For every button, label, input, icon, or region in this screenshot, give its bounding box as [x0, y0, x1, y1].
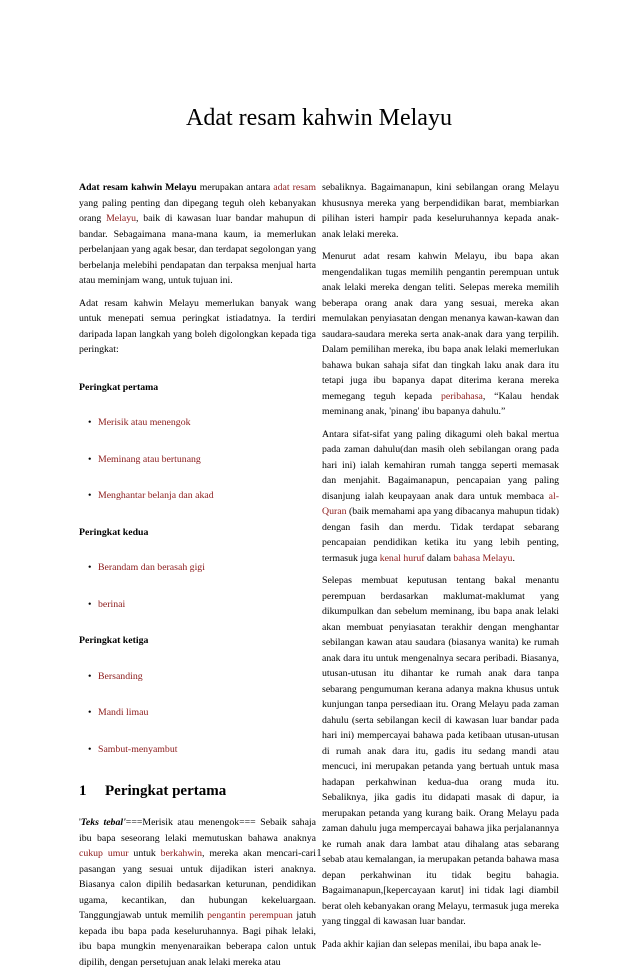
- list-item: [79, 669, 316, 685]
- list-item: [79, 560, 316, 576]
- link-berkahwin[interactable]: berkahwin: [160, 848, 203, 859]
- section-paragraph: [79, 815, 316, 970]
- bullet-icon: •: [88, 743, 92, 755]
- text-run: , “Kalau hendak meminang anak, 'pinang' ibu bapanya dahulu.”: [322, 390, 559, 417]
- stages-paragraph: Adat resam kahwin Melayu memerlukan banyak wang untuk menepati semua peringkat istiadatnya. Ia terdiri daripada lapan langkah yang boleh digolongkan kepada tiga peringkat:: [79, 297, 316, 355]
- bullet-icon: •: [88, 707, 92, 718]
- bullet-icon: •: [88, 417, 92, 428]
- text-run: jatuh kepada ibu bapa pada keseluruhannya. Bagi pihak lelaki, ibu bapa mungkin menyenaraikan beberapa calon untuk dipilih, dengan persetujuan anak lelaki mereka atau: [79, 910, 317, 968]
- paragraph: sebaliknya. Bagaimanapun, kini sebilangan orang Melayu khususnya mereka yang berpendidikan barat, membiarkan pilihan isteri hampir pada keseluruhannya kepada anak-anak lelaki mereka.: [322, 182, 559, 240]
- link-adat-resam[interactable]: adat resam: [273, 182, 316, 193]
- section-heading: [79, 781, 316, 801]
- list-link[interactable]: Mandi limau: [98, 707, 149, 718]
- stage-heading-2: Peringkat kedua: [79, 526, 149, 538]
- paragraph: Pada akhir kajian dan selepas menilai, ibu bapa anak le-: [322, 938, 542, 950]
- bold-italic-text: Teks tebal': [80, 817, 126, 828]
- stage-heading-3: Peringkat ketiga: [79, 635, 149, 646]
- text-run: Menurut adat resam kahwin Melayu, ibu bapa akan mengendalikan tugas memilih pengantin perempuan untuk anak lelaki mereka dengan teliti. Selepas mereka memilih beberapa orang anak dara yang sesuai, mereka akan memulakan penyiasatan dengan menanya kawan-kawan dan saudara-saudara mereka serta anak-anak dara yang terpilih. Dalam pemilihan mereka, ibu bapa anak lelaki memerlukan bahawa bukan sahaja sifat dan tingkah laku anak dara itu tetapi juga ibu bapanya dapat diterima kerana mereka memegang teguh kepada: [322, 251, 559, 402]
- text-run: untuk: [128, 848, 161, 859]
- text-run: , mereka akan mencari-cari pasangan yang sesuai untuk dijadikan isteri anaknya. Biasanya calon dipilih bedasarkan keturunan, pendidikan ugama, kecantikan, dan hubungan kekeluargaan. Tanggungjawab untuk memilih: [79, 848, 317, 921]
- stage-list-2: [79, 560, 316, 612]
- section-title: Peringkat pertama: [105, 783, 227, 799]
- link-al-quran[interactable]: al-Quran: [322, 490, 559, 517]
- link-kenal-huruf[interactable]: kenal huruf: [379, 552, 425, 564]
- bullet-icon: •: [88, 453, 92, 465]
- stage-list-1: [79, 415, 316, 504]
- link-bahasa-melayu[interactable]: bahasa Melayu: [453, 552, 513, 564]
- stage-list-3: [79, 669, 316, 758]
- text-run: ===Merisik atau menengok=== Sebaik sahaja ibu bapa seseorang lelaki memutuskan bahawa anaknya: [79, 817, 316, 844]
- text-run: (baik memahami apa yang dibacanya mahupun tidak) dengan fasih dan merdu. Tidak terdapat sebarang pencapaian pendidikan ketika itu yang lebih penting, termasuk juga: [322, 506, 559, 564]
- list-link[interactable]: Berandam dan berasah gigi: [98, 562, 205, 573]
- bullet-icon: •: [88, 490, 92, 501]
- list-item: [79, 415, 316, 431]
- text-run: ': [79, 817, 81, 828]
- list-item: [79, 742, 316, 758]
- list-item: [79, 452, 316, 468]
- text-run: , baik di kawasan luar bandar mahupun di bandar. Sebagaimana mana-mana kaum, ia memerlukan perbelanjaan yang agak besar, dan terdapat segolongan yang berbelanja melebihi pendapatan dan terpaksa menjual harta atau meminjam wang, untuk tujuan ini.: [79, 213, 316, 286]
- intro-paragraph: [79, 180, 316, 289]
- link-melayu[interactable]: Melayu: [106, 213, 137, 224]
- list-link[interactable]: Bersanding: [98, 670, 143, 682]
- text-run: yang paling penting dan dipegang teguh oleh kebanyakan orang: [79, 197, 316, 224]
- text-run: .: [512, 552, 515, 564]
- list-link[interactable]: Menghantar belanja dan akad: [98, 490, 214, 501]
- list-link[interactable]: Merisik atau menengok: [98, 417, 191, 428]
- list-item: [79, 488, 316, 504]
- link-peribahasa[interactable]: peribahasa: [440, 390, 483, 402]
- text-run: dalam: [424, 552, 454, 564]
- paragraph: Selepas membuat keputusan tentang bakal menantu perempuan berdasarkan maklumat-maklumat yang dikumpulkan dan sebelum meminang, ibu bapa anak lelaki akan membuat penyiasatan terakhir dengan menghantar sebilangan kawan atau saudara (biasanya wanita) ke rumah anak dara itu untuk mengenalnya secara peribadi. Biasanya, utusan-utusan itu dihantar ke rumah anak dara tanpa sebarang pengumuman kerana adanya makna khusus untuk kunjungan tanpa persediaan itu. Orang Melayu pada zaman dahulu (serta sebilangan kecil di kawasan luar bandar pada hari ini) mempercayai bahawa pada ketibaan utusan-utusan di rumah anak dara itu, gadis itu sedang mandi atau mencuci, ini merupakan petanda yang bertuah untuk masa hadapan perkahwinan kedua-dua orang muda itu. Sebaliknya, jika gadis itu didapati masak di dapur, ia merupakan petanda yang kurang baik. Orang Melayu pada zaman dahulu juga mempercayai bahawa jika perjalanannya ke rumah anak dara lambat atau dihalang atas sebarang sebab atau kemalangan, ia merupakan petanda bahawa masa depan perkahwinan itu tidak begitu bahagia. Bagaimanapun,[kepercayaan karut] ini tidak lagi diambil berat oleh kebanyakan orang Melayu, termasuk juga mereka yang tinggal di kawasan luar bandar.: [322, 575, 559, 927]
- bullet-icon: •: [88, 598, 92, 610]
- text-run: merupakan antara: [196, 182, 274, 193]
- paragraph: [322, 249, 559, 420]
- right-column: [322, 180, 559, 959]
- list-item: [79, 705, 316, 721]
- bullet-icon: •: [88, 670, 92, 682]
- list-item: [79, 597, 316, 613]
- page-title: Adat resam kahwin Melayu: [186, 105, 452, 131]
- text-run: Antara sifat-sifat yang paling dikagumi oleh bakal mertua pada zaman dahulu(dan masih oleh sebilangan orang pada hari ini) ialah kemahiran rumah tangga seperti memasak dan menjahit. Bagaimanapun, pencapaian yang paling disanjung ialah keupayaan anak dara untuk membaca: [322, 428, 559, 502]
- list-link[interactable]: Meminang atau bertunang: [98, 453, 201, 465]
- list-link[interactable]: berinai: [98, 598, 126, 610]
- link-pengantin-perempuan[interactable]: pengantin perempuan: [207, 910, 293, 921]
- bullet-icon: •: [88, 562, 92, 573]
- stage-heading-1: Peringkat pertama: [79, 381, 159, 393]
- link-cukup-umur[interactable]: cukup umur: [79, 848, 129, 859]
- page-number: 1: [316, 848, 322, 859]
- paragraph: [322, 427, 559, 567]
- article-subject: Adat resam kahwin Melayu: [79, 182, 197, 193]
- section-number: 1: [79, 783, 87, 799]
- list-link[interactable]: Sambut-menyambut: [98, 743, 178, 755]
